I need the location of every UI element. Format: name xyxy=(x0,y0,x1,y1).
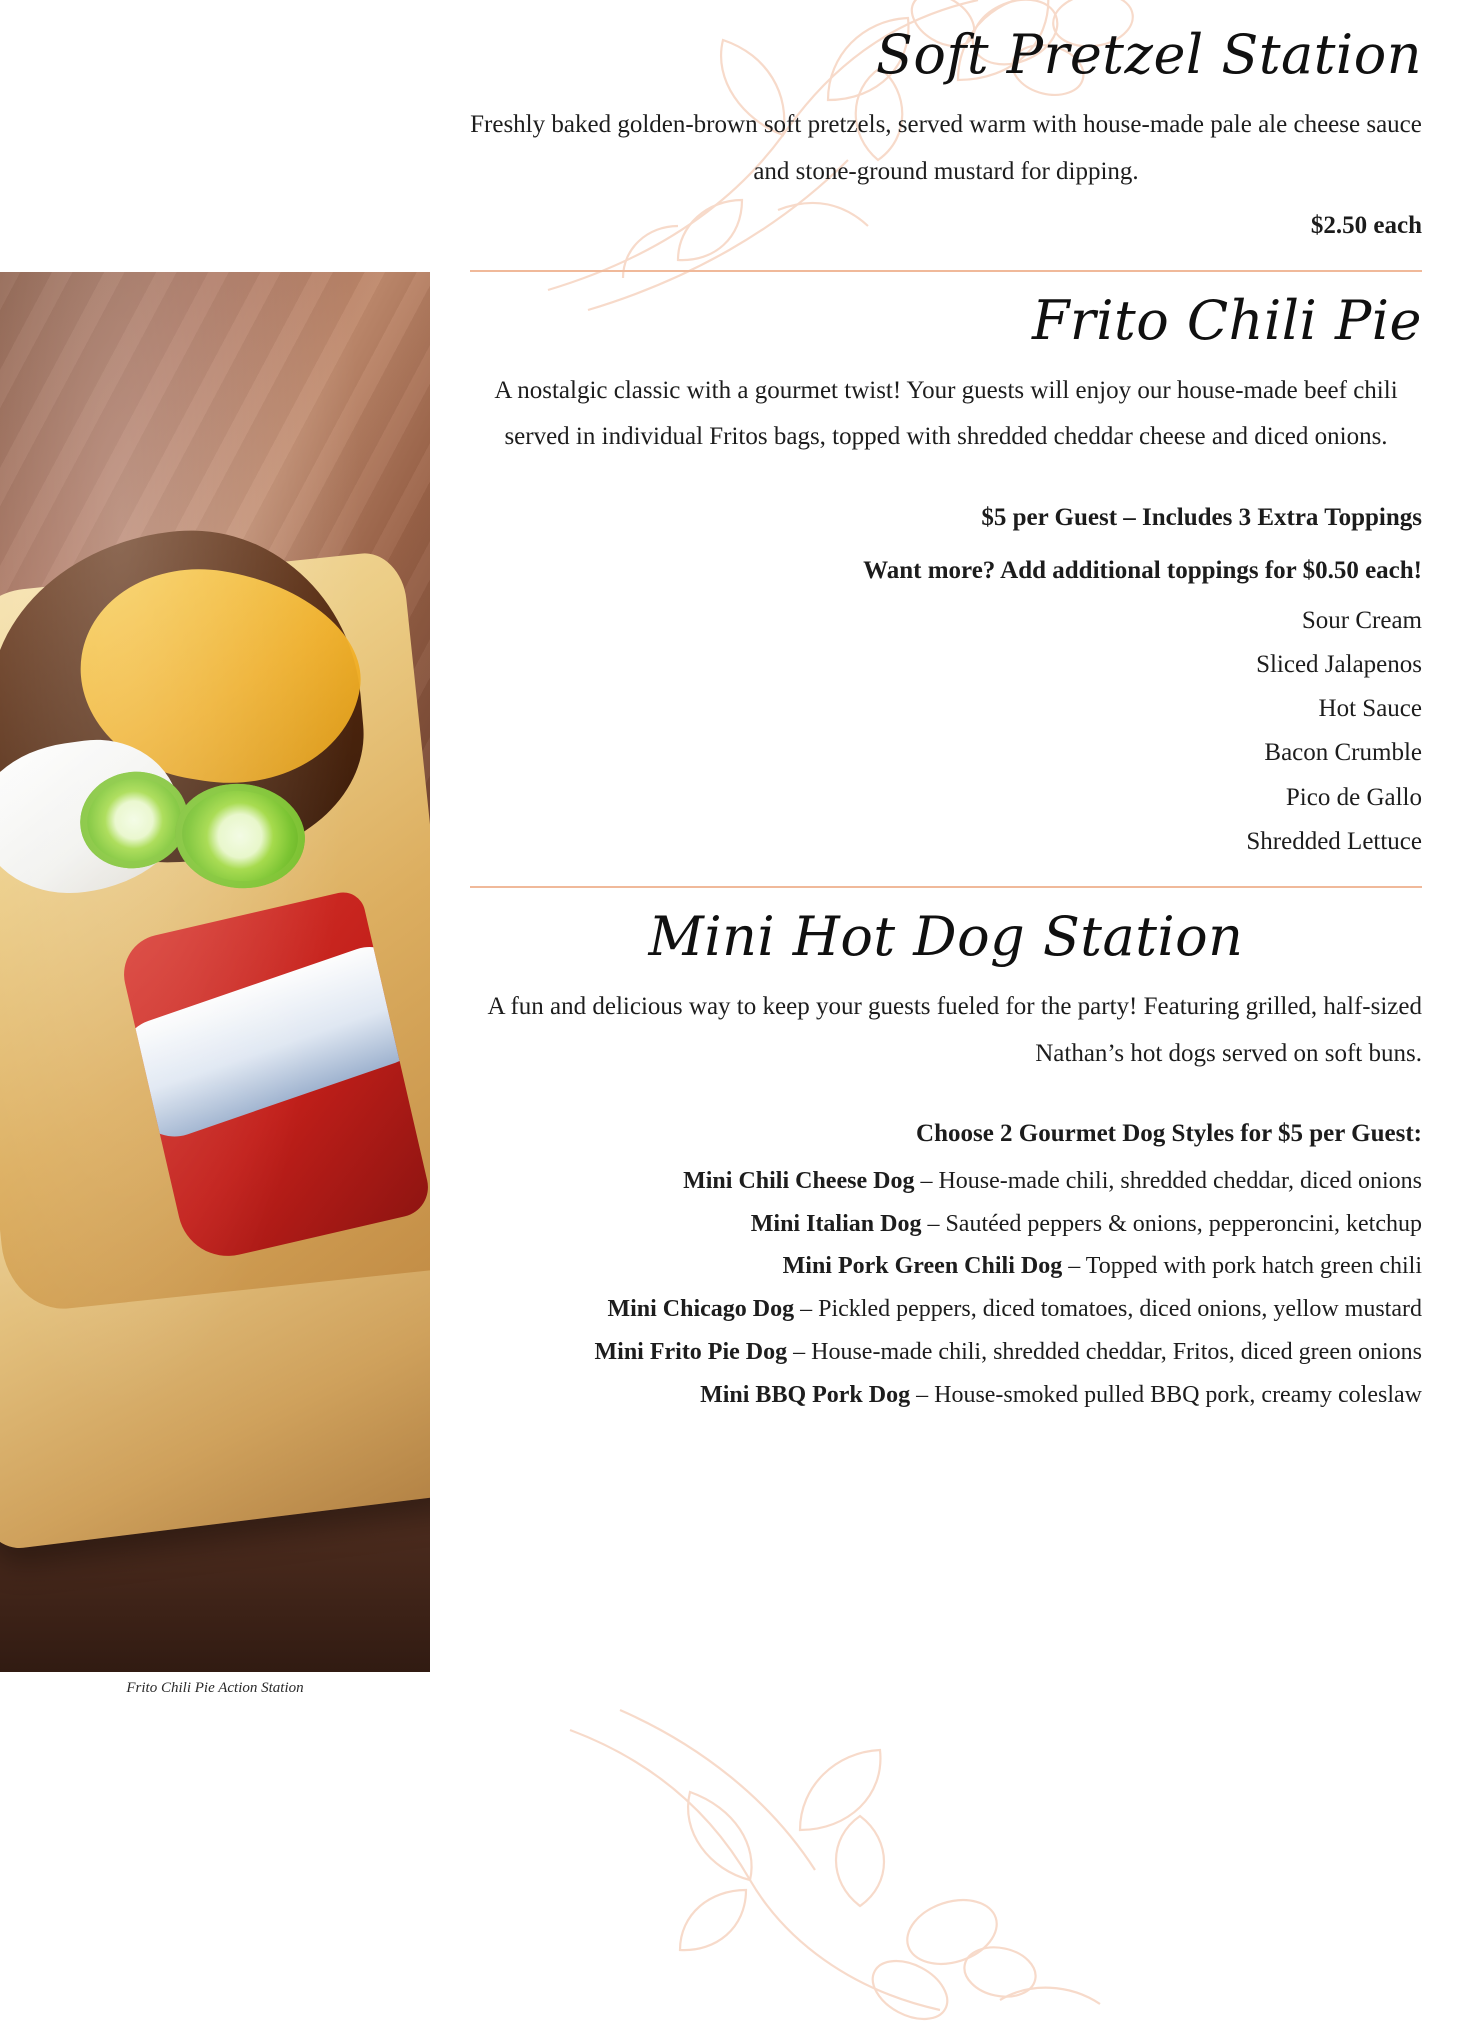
section-price: $2.50 each xyxy=(1310,211,1422,239)
floral-ornament-bottom-icon xyxy=(560,1700,1120,2030)
section-description: A fun and delicious way to keep your guests fueled for the party! Featuring grilled, half-sized Nathan’s hot dogs served on soft buns. xyxy=(487,993,1422,1067)
section-title: Soft Pretzel Station xyxy=(875,23,1422,86)
list-item: Sliced Jalapenos xyxy=(1256,650,1422,678)
section-price: $5 per Guest – Includes 3 Extra Toppings xyxy=(981,503,1422,531)
dog-style-name: Mini Italian Dog xyxy=(750,1210,922,1237)
dog-style-detail: – House-made chili, shredded cheddar, diced onions xyxy=(914,1167,1422,1194)
section-description: A nostalgic classic with a gourmet twist! Your guests will enjoy our house-made beef chili served in individual Fritos bags, topped with shredded cheddar cheese and diced onions. xyxy=(494,377,1398,451)
dog-style-name: Mini Chicago Dog xyxy=(607,1296,795,1323)
section-description: Freshly baked golden-brown soft pretzels, served warm with house-made pale ale cheese sauce and stone-ground mustard for dipping. xyxy=(470,111,1422,185)
list-item: Shredded Lettuce xyxy=(1246,827,1422,855)
frito-chili-pie-photo xyxy=(0,272,430,1672)
dog-style-name: Mini Chili Cheese Dog xyxy=(683,1167,915,1194)
dog-style-detail: – Topped with pork hatch green chili xyxy=(1062,1253,1422,1280)
toppings-list xyxy=(470,599,1422,865)
list-item: Bacon Crumble xyxy=(1264,739,1422,767)
dog-styles-list xyxy=(470,1160,1422,1416)
dog-style-detail: – Sautéed peppers & onions, pepperoncini, ketchup xyxy=(921,1210,1422,1237)
list-item: Sour Cream xyxy=(1301,606,1422,634)
list-item: Pico de Gallo xyxy=(1285,783,1422,811)
list-item xyxy=(470,1203,1422,1246)
dog-style-detail: – House-smoked pulled BBQ pork, creamy coleslaw xyxy=(910,1381,1422,1408)
list-item: Hot Sauce xyxy=(1318,695,1422,723)
section-divider xyxy=(470,886,1422,888)
section-soft-pretzel-station xyxy=(470,23,1430,248)
list-item xyxy=(470,1374,1422,1417)
section-title: Mini Hot Dog Station xyxy=(648,905,1244,969)
dog-style-detail: – Pickled peppers, diced tomatoes, diced onions, yellow mustard xyxy=(794,1296,1422,1323)
dog-style-name: Mini BBQ Pork Dog xyxy=(700,1381,911,1408)
section-frito-chili-pie xyxy=(470,288,1430,864)
list-item xyxy=(470,1245,1422,1288)
section-price: Choose 2 Gourmet Dog Styles for $5 per Guest: xyxy=(916,1119,1422,1147)
dog-style-detail: – House-made chili, shredded cheddar, Fritos, diced green onions xyxy=(787,1338,1422,1365)
dog-style-name: Mini Pork Green Chili Dog xyxy=(782,1253,1063,1280)
list-item xyxy=(470,1331,1422,1374)
section-upsell: Want more? Add additional toppings for $0.50 each! xyxy=(863,556,1422,584)
photo-light-glare xyxy=(0,272,430,1672)
list-item xyxy=(470,1160,1422,1203)
dog-style-name: Mini Frito Pie Dog xyxy=(594,1338,788,1365)
menu-content xyxy=(470,0,1430,1416)
list-item xyxy=(470,1288,1422,1331)
section-divider xyxy=(470,270,1422,272)
section-title: Frito Chili Pie xyxy=(1031,288,1422,352)
section-mini-hot-dog-station xyxy=(470,905,1430,1416)
frito-chili-pie-photo-block xyxy=(0,272,430,1696)
photo-caption: Frito Chili Pie Action Station xyxy=(126,1680,304,1696)
